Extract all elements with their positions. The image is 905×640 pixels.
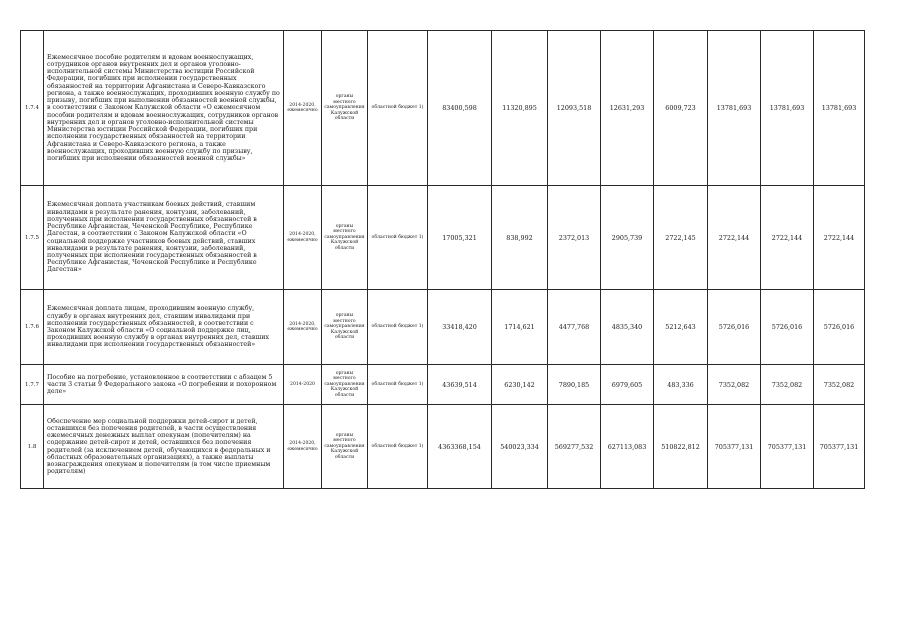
row-description: Ежемесячная доплата участникам боевых действий, ставшим инвалидами в результате ранения, контузии, заболеваний, полученных при исполнении государственных обязанностей в Республике Афганистан, Чеченской Республике, Республике Дагестан, в соответствии с Законом Калужской области «О социальной поддержке участников боевых действий, ставших инвалидами в результате ранения, контузии, заболеваний, полученных при исполнении государственных обязанностей в Республике Афганистан, Чеченской Республике и Республике Дагестан» [44,186,284,290]
table-body [21,31,865,489]
table-row [21,186,865,290]
row-funding-source: областной бюджет 1) [368,405,428,489]
row-value-total: 43639,514 [428,365,492,405]
row-value-2016: 2905,739 [601,186,654,290]
row-value-2016: 12631,293 [601,31,654,186]
row-organization: органы местного самоуправления Калужской области [322,365,368,405]
row-number: 1.8 [21,405,44,489]
row-value-total: 17005,321 [428,186,492,290]
row-value-2019: 2722,144 [761,186,814,290]
row-organization: органы местного самоуправления Калужской области [322,31,368,186]
row-organization: органы местного самоуправления Калужской области [322,186,368,290]
table-row [21,31,865,186]
row-value-2016: 4835,340 [601,290,654,365]
row-value-2018: 705377,131 [708,405,761,489]
row-value-2019: 705377,131 [761,405,814,489]
row-value-2020: 7352,082 [814,365,865,405]
row-value-2017: 510822,812 [654,405,708,489]
row-funding-source: областной бюджет 1) [368,365,428,405]
row-value-2015: 569277,532 [548,405,601,489]
row-value-2020: 13781,693 [814,31,865,186]
row-value-2018: 5726,016 [708,290,761,365]
row-description: Обеспечение мер социальной поддержки детей-сирот и детей, оставшихся без попечения родителей, в части осуществления ежемесячных денежных выплат опекунам (попечителям) на содержание детей-сирот и детей, оставшихся без попечения родителей (за исключением детей, обучающихся в федеральных и областных образовательных организациях), а также выплаты вознаграждения опекунам и попечителям (в том числе приемным родителям) [44,405,284,489]
row-organization: органы местного самоуправления Калужской области [322,290,368,365]
row-period: 2014-2020, ежемесячно [284,290,322,365]
document-sheet [20,30,865,489]
row-value-2015: 4477,768 [548,290,601,365]
row-value-2014: 1714,621 [492,290,548,365]
row-description: Ежемесячная доплата лицам, проходившим военную службу, службу в органах внутренних дел, ставшим инвалидами при исполнении государственных обязанностей, в соответствии с Законом Калужской области «О социальной поддержке лиц, проходивших военную службу в органах внутренних дел, ставших инвалидами при исполнении государственных обязанностей» [44,290,284,365]
row-value-2020: 5726,016 [814,290,865,365]
row-value-2015: 2372,013 [548,186,601,290]
row-value-2016: 627113,083 [601,405,654,489]
row-value-2015: 12093,518 [548,31,601,186]
row-value-2017: 6009,723 [654,31,708,186]
row-number: 1.7.4 [21,31,44,186]
row-value-2018: 2722,144 [708,186,761,290]
row-period: 2014-2020, ежемесячно [284,405,322,489]
row-value-total: 33418,420 [428,290,492,365]
row-number: 1.7.7 [21,365,44,405]
row-value-2019: 7352,082 [761,365,814,405]
row-value-2015: 7890,185 [548,365,601,405]
row-funding-source: областной бюджет 1) [368,31,428,186]
row-number: 1.7.5 [21,186,44,290]
program-table [20,30,865,489]
row-value-2014: 11320,895 [492,31,548,186]
row-organization: органы местного самоуправления Калужской области [322,405,368,489]
row-value-2014: 540023,334 [492,405,548,489]
table-row [21,365,865,405]
row-value-2020: 2722,144 [814,186,865,290]
row-value-2014: 838,992 [492,186,548,290]
row-value-2017: 483,336 [654,365,708,405]
row-value-2019: 13781,693 [761,31,814,186]
row-period: 2014-2020, ежемесячно [284,31,322,186]
table-row [21,290,865,365]
table-row [21,405,865,489]
row-number: 1.7.6 [21,290,44,365]
row-value-2014: 6230,142 [492,365,548,405]
row-period: 2014-2020 [284,365,322,405]
row-value-2017: 5212,643 [654,290,708,365]
row-description: Пособие на погребение, установленное в соответствии с абзацем 5 части 3 статьи 9 Федерального закона «О погребении и похоронном деле» [44,365,284,405]
row-funding-source: областной бюджет 1) [368,186,428,290]
row-value-2018: 7352,082 [708,365,761,405]
row-value-total: 83400,598 [428,31,492,186]
row-value-2019: 5726,016 [761,290,814,365]
row-value-2017: 2722,145 [654,186,708,290]
row-value-2016: 6979,605 [601,365,654,405]
row-value-2020: 705377,131 [814,405,865,489]
row-description: Ежемесячное пособие родителям и вдовам военнослужащих, сотрудников органов внутренних дел и органов уголовно-исполнительной системы Министерства юстиции Российской Федерации, погибших при исполнении государственных обязанностей на территории Афганистана и Северо-Кавказского региона, а также военнослужащих, проходивших военную службу по призыву, погибших при выполнении обязанностей военной службы, в соответствии с Законом Калужской области «О ежемесячном пособии родителям и вдовам военнослужащих, сотрудников органов внутренних дел и органов уголовно-исполнительной системы Министерства юстиции Российской Федерации, погибших при исполнении государственных обязанностей на территории Афганистана и Северо-Кавказского региона, а также военнослужащих, проходивших военную службу по призыву, погибших при исполнении обязанностей военной службы» [44,31,284,186]
row-value-2018: 13781,693 [708,31,761,186]
row-value-total: 4363368,154 [428,405,492,489]
row-period: 2014-2020, ежемесячно [284,186,322,290]
row-funding-source: областной бюджет 1) [368,290,428,365]
